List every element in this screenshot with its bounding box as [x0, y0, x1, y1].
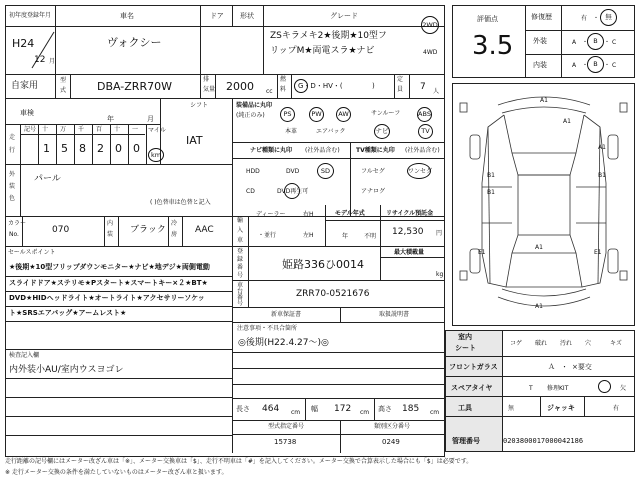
fuel-label: 燃 [280, 76, 287, 83]
color-label-3: 色 [9, 195, 16, 202]
import-right: 右H [303, 211, 314, 218]
spare-none: 欠 [620, 385, 627, 392]
damage-label-a1-hood: A1 [563, 118, 571, 125]
type-label: 型 [60, 77, 67, 84]
reg-month: 12 [34, 55, 46, 65]
inspector-label: 検査記入欄 [9, 352, 40, 359]
odo-digit-0: 1 [43, 142, 50, 155]
footer-line-1: 走行距離の記号欄にはメーター改ざん車は「※」、メーター交換車は「$」、走行不明車は「#」を記入してください。メーター交換で合算表示した場合にも「$」は必要です。 [5, 458, 473, 465]
capacity-label: 定 [397, 76, 404, 83]
footer-line-2: ※ 走行メーター交換の条件を満たしていないものはメーター改ざん車と扱います。 [5, 469, 228, 476]
load-label: 最大積載量 [394, 249, 425, 256]
equip-sunroof: サンルーフ [371, 110, 401, 117]
tv-type-label: TV種類に丸印 [356, 147, 395, 154]
cabin-item-0: コゲ [510, 340, 523, 347]
chassis-label-4: 号 [237, 300, 244, 307]
selling-label: セールスポイント [8, 249, 56, 256]
vehicle-type: DBA-ZRR70W [97, 80, 172, 93]
glass-a: Ａ [548, 363, 555, 371]
odo-digit-5: 0 [133, 142, 140, 155]
navi-sd: SD [317, 163, 334, 179]
model-year-label: モデル年式 [335, 210, 365, 217]
mgmt-label: 管理番号 [452, 437, 480, 445]
cabin-label-2: シート [455, 344, 476, 352]
selling-line-1: ★後期★10型フリップダウンモニター★ナビ★地デジ★両側電動 [9, 263, 210, 271]
manual-label: 取扱説明書 [379, 311, 410, 318]
score-value: 3.5 [472, 31, 514, 61]
jack-label: ジャッキ [547, 404, 575, 412]
int-label: 内装 [533, 61, 547, 69]
inspector-text: 内外装小AU/室内ウスヨゴレ [9, 365, 124, 375]
equip-airbag: エアバック [316, 128, 346, 135]
damage-label-a1-front: A1 [540, 97, 548, 104]
color-label-2: 装 [9, 183, 16, 190]
chassis-label-3: 番 [237, 294, 244, 301]
odo-label-2: 行 [9, 147, 16, 154]
cabin-item-1: 破れ [535, 340, 548, 347]
int-sep-1: ・ [582, 62, 589, 69]
damage-label-a1-bumper: A1 [535, 303, 543, 310]
tools-value: 無 [508, 405, 515, 412]
equip-pw: PW [309, 107, 324, 122]
model-no: 15738 [274, 438, 297, 446]
tv-analog: アナログ [361, 188, 386, 195]
door-label: ドア [210, 12, 224, 20]
model-name: ヴォクシー [107, 36, 162, 49]
fuel-label-2: 料 [280, 86, 287, 93]
tv-type-note: (社外品含む) [405, 147, 440, 154]
reg-date-label: 初年度登録年月 [9, 12, 52, 19]
tools-label: 工具 [458, 404, 472, 412]
mile-label: マイル [148, 127, 166, 134]
ext-label: 外装 [533, 37, 547, 45]
capacity: 7 [420, 82, 426, 92]
glass-label: フロントガラス [449, 363, 498, 371]
load-unit: kg [436, 271, 444, 278]
width-label: 幅 [311, 405, 318, 413]
navi-dvd-play: DVD再生可 [277, 188, 309, 195]
navi-type-label: ナビ種類に丸印 [250, 147, 293, 154]
car-diagram-svg [452, 83, 635, 326]
score-label: 評価点 [477, 15, 498, 23]
int-color-label-2: 装 [107, 231, 114, 238]
ext-a: A [572, 39, 577, 46]
import-dealer: ディーラー [256, 211, 286, 218]
int-a: A [572, 62, 577, 69]
color-no-label: カラー [8, 220, 27, 227]
odo-digit-3: 2 [97, 142, 104, 155]
drive-4wd: 4WD [423, 49, 438, 56]
fuel-close: ) [372, 82, 375, 90]
tv-oneseg: ワンセグ [408, 168, 433, 175]
repair-yes: 有 [581, 15, 588, 22]
model-year-unit: 年 [342, 233, 349, 240]
disp-label-2: 気量 [203, 86, 216, 93]
equip-leather: 本革 [285, 128, 298, 135]
spare-t: T [529, 385, 533, 392]
glass-b: ×要交 [572, 363, 592, 371]
fuel-options: G・D・HV・( [298, 82, 343, 90]
model-year-unknown: 不明 [364, 233, 377, 240]
km-circle: km [148, 148, 164, 162]
odo-digit-4: 0 [115, 142, 122, 155]
exterior-color: パール [34, 174, 61, 184]
selling-line-2: スライドドア★ステリモ★Pスタート★スマートキー×２★BT★ [9, 279, 208, 287]
displacement: 2000 [226, 80, 254, 93]
navi-type-note: (社外品含む) [305, 147, 340, 154]
cabin-item-4: キズ [610, 340, 622, 347]
odo-digit-1: 5 [61, 142, 68, 155]
class-no: 0249 [382, 438, 400, 446]
odo-label: 走 [9, 134, 16, 141]
selling-line-4: ト★SRSエアバッグ★アームレスト★ [9, 309, 127, 317]
class-no-label: 類別区分番号 [374, 423, 411, 430]
chassis-label: 車 [237, 282, 244, 289]
tv-fullseg: フルセグ [361, 168, 385, 175]
height-label: 高さ [378, 405, 392, 413]
import-label-3: 車 [237, 237, 244, 244]
selling-line-3: DVD★HIDヘッドライト★オートライト★アクセサリーソケッ [9, 294, 205, 302]
damage-label-a1-rear: A1 [535, 244, 543, 251]
warranty-label: 新車保証書 [271, 311, 302, 318]
repair-label: 修復歴 [531, 13, 552, 21]
inspection-year: 年 [107, 115, 114, 123]
capacity-label-2: 員 [397, 86, 404, 93]
plate-number: 姫路336ひ0014 [282, 258, 364, 271]
drive-2wd: 2WD [421, 16, 439, 34]
color-note: ( )色替車は色替と記入 [150, 199, 211, 206]
odo-unit-5: 十 [114, 126, 121, 133]
width-unit: cm [360, 409, 370, 416]
glass-dot: ・ [561, 363, 568, 371]
color-number: 070 [52, 225, 70, 235]
reg-year: H24 [12, 37, 35, 50]
odo-unit-4: 百 [96, 126, 103, 133]
equip-aw: AW [336, 107, 351, 122]
recycle-fee: 12,530 [392, 227, 424, 237]
notes-label: 注意事項・不具合箇所 [237, 325, 298, 332]
height-value: 185 [402, 404, 420, 414]
use-type: 自家用 [11, 81, 39, 91]
odo-unit-6: 一 [132, 126, 139, 133]
length-unit: cm [291, 409, 301, 416]
import-label: 輸 [237, 217, 244, 224]
equip-ps: PS [280, 107, 295, 122]
repair-no: 無 [600, 9, 617, 26]
reg-month-unit: 月 [49, 58, 56, 65]
spare-label: スペアタイヤ [451, 384, 493, 392]
equip-tv: TV [418, 124, 433, 139]
int-c: C [612, 62, 617, 69]
navi-hdd: HDD [246, 168, 260, 175]
inspection-month: 月 [147, 115, 154, 123]
ext-c: C [612, 39, 617, 46]
ac-label: 冷 [171, 220, 178, 227]
spare-kit: 修理KIT [547, 385, 569, 392]
plate-label-4: 号 [237, 272, 244, 279]
length-label: 長さ [236, 405, 250, 413]
height-unit: cm [430, 409, 440, 416]
shape-label: 形状 [240, 12, 254, 20]
capacity-unit: 人 [433, 88, 440, 95]
width-value: 172 [334, 404, 352, 414]
int-color-label: 内 [107, 220, 114, 227]
ac-type: AAC [195, 225, 214, 235]
model-no-label: 型式指定番号 [268, 423, 305, 430]
chassis-label-2: 台 [237, 288, 244, 295]
main-form [5, 5, 445, 457]
equipment-note: (純正のみ) [236, 112, 265, 119]
damage-label-e1-right: E1 [594, 249, 602, 256]
ext-sep-2: ・ [604, 39, 611, 46]
interior-color: ブラック [130, 225, 166, 235]
damage-label-a1-right: A1 [598, 144, 606, 151]
odo-unit-2: 万 [60, 126, 67, 133]
shift-label: シフト [190, 102, 209, 109]
cabin-label: 室内 [458, 333, 472, 341]
import-left: 左H [303, 232, 314, 239]
chassis-number: ZRR70-0521676 [296, 289, 370, 299]
navi-cd: CD [246, 188, 255, 195]
import-other: ・並行 [258, 232, 277, 239]
equip-navi: ナビ [374, 124, 390, 139]
color-no-label-2: No. [9, 231, 19, 238]
navi-dvd: DVD [286, 168, 300, 175]
jack-value: 有 [613, 405, 620, 412]
model-label: 車名 [120, 12, 134, 20]
import-label-2: 入 [237, 227, 244, 234]
mgmt-number: 0203800017000042186 [503, 437, 584, 445]
plate-label-3: 番 [237, 264, 244, 271]
ext-b: B [587, 33, 604, 50]
equipment-label: 装備品に丸印 [236, 102, 273, 109]
plate-label: 登 [237, 248, 244, 255]
damage-label-b1-left: B1 [487, 172, 495, 179]
odo-digit-2: 8 [79, 142, 86, 155]
odo-unit-3: 千 [78, 126, 85, 133]
int-sep-2: ・ [604, 62, 611, 69]
repair-sep: ・ [593, 15, 600, 22]
type-label-2: 式 [60, 87, 67, 94]
recycle-label: リサイクル預託金 [386, 210, 434, 217]
cabin-item-3: 穴 [585, 340, 592, 347]
grade-line1: ZSキラメキ2★後期★10型フ [270, 31, 387, 41]
plate-label-2: 録 [237, 256, 244, 263]
recycle-unit: 円 [436, 230, 443, 237]
damage-label-b1-right: B1 [598, 172, 606, 179]
color-label: 外 [9, 171, 16, 178]
cabin-item-2: 汚れ [560, 340, 573, 347]
disp-label: 排 [203, 76, 210, 83]
damage-label-e1-left: E1 [478, 249, 486, 256]
grade-label: グレード [330, 12, 358, 20]
notes-text: ◎後期(H22.4.27〜)◎ [238, 338, 329, 348]
shift-value: IAT [186, 134, 203, 147]
disp-unit: cc [266, 88, 273, 95]
int-b: B [587, 56, 604, 73]
ext-sep-1: ・ [582, 39, 589, 46]
ac-label-2: 房 [171, 231, 178, 238]
grade-line2: リップM★両電スラ★ナビ [270, 46, 375, 56]
odo-unit-1: 十 [42, 126, 49, 133]
inspection-label: 車検 [20, 109, 34, 117]
odo-unit-0: 記号 [24, 126, 37, 133]
spare-none-circle [598, 380, 611, 393]
length-value: 464 [262, 404, 280, 414]
equip-abs: ABS [417, 107, 432, 122]
damage-label-b1-left-rear: B1 [487, 189, 495, 196]
